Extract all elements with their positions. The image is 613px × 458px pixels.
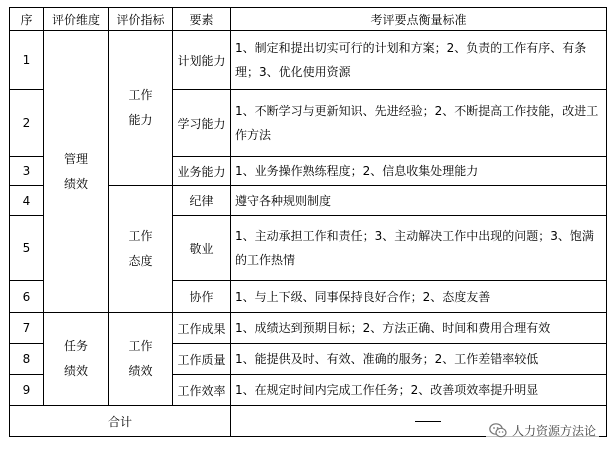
row-element: 工作成果 bbox=[173, 313, 231, 344]
row-element: 纪律 bbox=[173, 186, 231, 216]
row-standard: 1、在规定时间内完成工作任务；2、改善项效率提升明显 bbox=[231, 375, 607, 406]
row-standard: 1、不断学习与更新知识、先进经验；2、不断提高工作技能，改进工作方法 bbox=[231, 90, 607, 157]
watermark bbox=[486, 421, 599, 440]
dimension-line: 绩效 bbox=[63, 176, 88, 191]
row-seq: 1 bbox=[10, 31, 44, 90]
dimension-line: 管理 bbox=[63, 151, 88, 166]
row-seq: 8 bbox=[10, 344, 44, 375]
row-seq: 6 bbox=[10, 281, 44, 313]
row-seq: 7 bbox=[10, 313, 44, 344]
indicator-line: 工作 bbox=[128, 339, 153, 353]
row-standard: 遵守各种规则制度 bbox=[231, 186, 607, 216]
indicator-line: 绩效 bbox=[128, 364, 153, 378]
table-row bbox=[10, 31, 607, 90]
row-seq: 3 bbox=[10, 157, 44, 186]
row-element: 业务能力 bbox=[173, 157, 231, 186]
header-indicator: 评价指标 bbox=[109, 8, 173, 31]
header-dimension: 评价维度 bbox=[44, 8, 109, 31]
row-standard: 1、成绩达到预期目标；2、方法正确、时间和费用合理有效 bbox=[231, 313, 607, 344]
row-element: 工作效率 bbox=[173, 375, 231, 406]
indicator-line: 能力 bbox=[128, 113, 153, 127]
row-element: 计划能力 bbox=[173, 31, 231, 90]
row-element: 工作质量 bbox=[173, 344, 231, 375]
row-seq: 5 bbox=[10, 216, 44, 281]
indicator-cell bbox=[109, 313, 173, 406]
dimension-line: 绩效 bbox=[63, 364, 88, 378]
table-row bbox=[10, 313, 607, 344]
row-standard: 1、与上下级、同事保持良好合作；2、态度友善 bbox=[231, 281, 607, 313]
indicator-line: 工作 bbox=[128, 88, 153, 102]
row-standard: 1、主动承担工作和责任；3、主动解决工作中出现的问题；3、饱满的工作热情 bbox=[231, 216, 607, 281]
evaluation-table bbox=[9, 7, 607, 437]
row-element: 敬业 bbox=[173, 216, 231, 281]
header-element: 要素 bbox=[173, 8, 231, 31]
row-standard: 1、业务操作熟练程度；2、信息收集处理能力 bbox=[231, 157, 607, 186]
total-label: 合计 bbox=[10, 406, 231, 437]
dimension-line: 任务 bbox=[63, 339, 88, 353]
row-standard: 1、能提供及时、有效、准确的服务；2、工作差错率较低 bbox=[231, 344, 607, 375]
row-element: 学习能力 bbox=[173, 90, 231, 157]
row-seq: 2 bbox=[10, 90, 44, 157]
dimension-cell bbox=[44, 313, 109, 406]
header-row bbox=[10, 8, 607, 31]
row-seq: 9 bbox=[10, 375, 44, 406]
watermark-text: 人力资源方法论 bbox=[511, 424, 596, 438]
row-element: 协作 bbox=[173, 281, 231, 313]
indicator-line: 工作 bbox=[128, 229, 153, 243]
indicator-line: 态度 bbox=[128, 254, 153, 268]
dimension-cell bbox=[44, 31, 109, 313]
wechat-icon bbox=[489, 423, 507, 438]
indicator-cell bbox=[109, 31, 173, 186]
header-seq: 序 bbox=[10, 8, 44, 31]
row-seq: 4 bbox=[10, 186, 44, 216]
row-standard: 1、制定和提出切实可行的计划和方案；2、负责的工作有序、有条理；3、优化使用资源 bbox=[231, 31, 607, 90]
header-standard: 考评要点衡量标准 bbox=[231, 8, 607, 31]
indicator-cell bbox=[109, 186, 173, 313]
total-dash bbox=[415, 421, 441, 422]
